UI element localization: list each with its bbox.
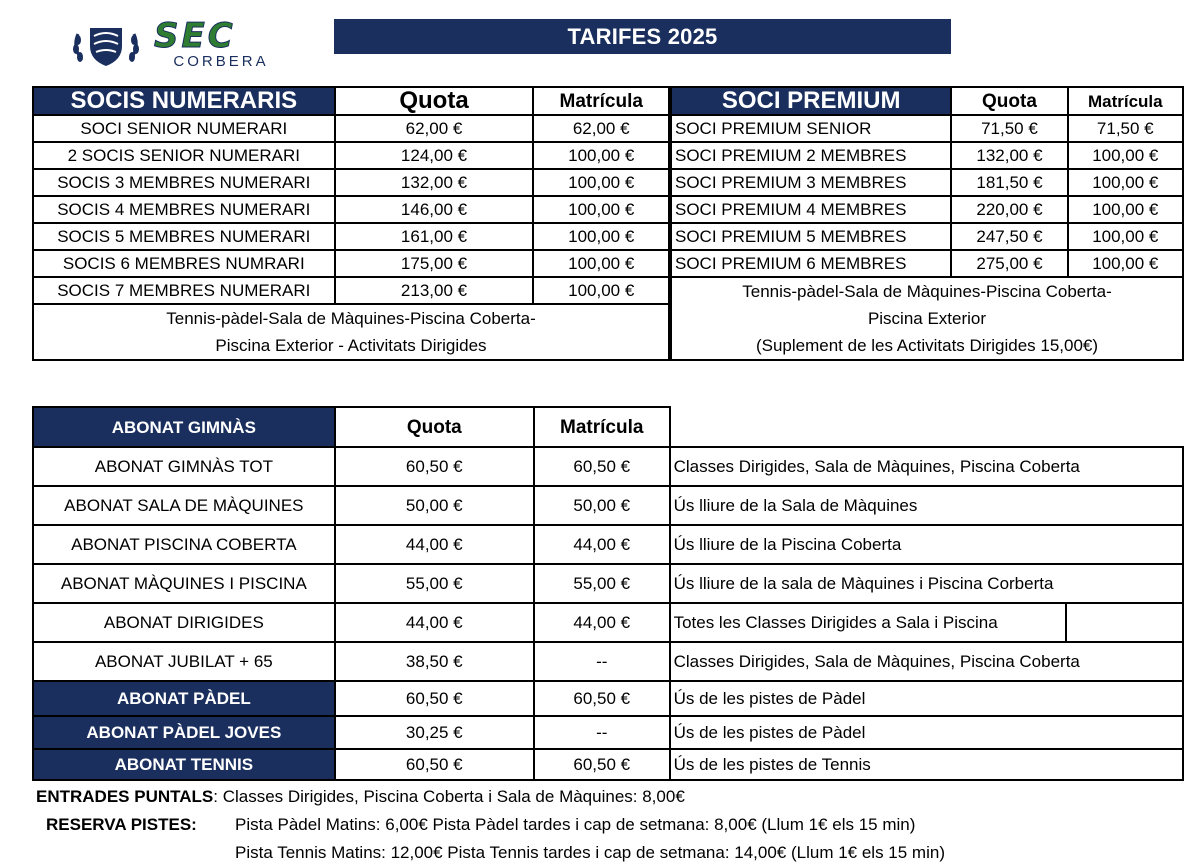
row-quota: 44,00 € <box>335 525 534 564</box>
row-matricula: 100,00 € <box>1068 196 1183 223</box>
table-row <box>33 564 1183 603</box>
table-row <box>33 142 669 169</box>
reserva-line: Pista Tennis Matins: 12,00€ Pista Tennis tardes i cap de setmana: 14,00€ (Llum 1€ els 15 min) <box>235 843 945 862</box>
row-matricula: 100,00 € <box>533 223 669 250</box>
header-cell: Quota <box>335 407 534 447</box>
table-row <box>671 223 1183 250</box>
row-quota: 132,00 € <box>335 169 534 196</box>
header-cell: Quota <box>335 87 534 115</box>
table-row <box>671 169 1183 196</box>
row-quota: 220,00 € <box>951 196 1067 223</box>
header-cell: ABONAT GIMNÀS <box>33 407 335 447</box>
row-label: SOCIS 7 MEMBRES NUMERARI <box>33 277 335 304</box>
table-row <box>33 169 669 196</box>
row-matricula: 55,00 € <box>534 564 670 603</box>
row-quota: 161,00 € <box>335 223 534 250</box>
row-quota: 213,00 € <box>335 277 534 304</box>
row-quota: 146,00 € <box>335 196 534 223</box>
row-quota: 50,00 € <box>335 486 534 525</box>
table-header-row <box>671 87 1183 115</box>
header-cell: SOCI PREMIUM <box>671 87 951 115</box>
table-row <box>33 196 669 223</box>
page-title: TARIFES 2025 <box>334 19 951 54</box>
row-quota: 60,50 € <box>335 447 534 486</box>
row-label: ABONAT SALA DE MÀQUINES <box>33 486 335 525</box>
row-quota: 44,00 € <box>335 603 534 642</box>
table-row <box>33 277 669 304</box>
row-quota: 181,50 € <box>951 169 1067 196</box>
table-row <box>33 681 1183 716</box>
row-matricula: 100,00 € <box>1068 142 1183 169</box>
row-matricula: 100,00 € <box>533 250 669 277</box>
row-label: ABONAT MÀQUINES I PISCINA <box>33 564 335 603</box>
row-description: Ús de les pistes de Pàdel <box>670 716 1183 749</box>
row-label: ABONAT PÀDEL <box>33 681 335 716</box>
header-cell: Matrícula <box>534 407 670 447</box>
row-label: ABONAT PISCINA COBERTA <box>33 525 335 564</box>
row-label: SOCIS 6 MEMBRES NUMRARI <box>33 250 335 277</box>
row-quota: 71,50 € <box>951 115 1067 142</box>
row-label: SOCI PREMIUM 5 MEMBRES <box>671 223 951 250</box>
table-row <box>671 115 1183 142</box>
entrades-puntuals-line <box>36 787 685 807</box>
row-matricula: 100,00 € <box>1068 169 1183 196</box>
socis-numeraris-note <box>33 304 669 360</box>
table-row <box>33 716 1183 749</box>
row-description: Totes les Classes Dirigides a Sala i Piscina <box>670 603 1067 642</box>
note-line: Tennis-pàdel-Sala de Màquines-Piscina Coberta- <box>742 282 1112 301</box>
table-header-row <box>33 407 1183 447</box>
row-matricula: 50,00 € <box>534 486 670 525</box>
row-matricula: 71,50 € <box>1068 115 1183 142</box>
row-quota: 60,50 € <box>335 681 534 716</box>
row-matricula: 44,00 € <box>534 603 670 642</box>
row-matricula: 100,00 € <box>533 142 669 169</box>
row-description: Ús lliure de la Sala de Màquines <box>670 486 1183 525</box>
row-quota: 30,25 € <box>335 716 534 749</box>
row-matricula: 100,00 € <box>533 196 669 223</box>
table-row <box>33 447 1183 486</box>
header-cell: Matrícula <box>533 87 669 115</box>
soci-premium-table <box>670 86 1184 361</box>
abonats-table <box>32 406 1184 781</box>
row-quota: 275,00 € <box>951 250 1067 277</box>
row-description: Ús lliure de la Piscina Coberta <box>670 525 1183 564</box>
row-description: Ús de les pistes de Tennis <box>670 749 1183 780</box>
note-line: Piscina Exterior <box>867 309 987 328</box>
row-matricula: 100,00 € <box>1068 223 1183 250</box>
sec-logo <box>72 19 292 72</box>
empty-cell <box>1066 603 1183 642</box>
row-quota: 175,00 € <box>335 250 534 277</box>
note-line: Piscina Exterior - Activitats Dirigides <box>215 336 487 355</box>
table-row <box>33 642 1183 681</box>
row-matricula: 60,50 € <box>534 681 670 716</box>
table-row <box>33 486 1183 525</box>
table-row <box>33 250 669 277</box>
row-description: Ús lliure de la sala de Màquines i Piscina Corberta <box>670 564 1183 603</box>
row-label: ABONAT DIRIGIDES <box>33 603 335 642</box>
header-cell: Matrícula <box>1068 87 1183 115</box>
row-label: ABONAT JUBILAT + 65 <box>33 642 335 681</box>
socis-numeraris-table <box>32 86 670 361</box>
row-label: SOCI PREMIUM SENIOR <box>671 115 951 142</box>
row-matricula: 100,00 € <box>1068 250 1183 277</box>
row-matricula: 100,00 € <box>533 277 669 304</box>
row-quota: 124,00 € <box>335 142 534 169</box>
table-row <box>33 749 1183 780</box>
brand-name: SEC <box>154 19 236 51</box>
row-label: SOCI PREMIUM 3 MEMBRES <box>671 169 951 196</box>
entrades-text: : Classes Dirigides, Piscina Coberta i Sala de Màquines: 8,00€ <box>213 787 685 806</box>
table-header-row <box>33 87 669 115</box>
table-row <box>33 223 669 250</box>
note-line: Tennis-pàdel-Sala de Màquines-Piscina Coberta- <box>166 309 536 328</box>
table-row <box>33 115 669 142</box>
row-matricula: 100,00 € <box>533 169 669 196</box>
empty-cell <box>670 407 1183 447</box>
brand-location: CORBERA <box>173 53 269 70</box>
row-description: Classes Dirigides, Sala de Màquines, Piscina Coberta <box>670 447 1183 486</box>
row-description: Classes Dirigides, Sala de Màquines, Piscina Coberta <box>670 642 1183 681</box>
row-quota: 38,50 € <box>335 642 534 681</box>
row-label: SOCIS 3 MEMBRES NUMERARI <box>33 169 335 196</box>
reserva-label: RESERVA PISTES: <box>46 815 197 834</box>
row-matricula: 60,50 € <box>534 749 670 780</box>
note-line: (Suplement de les Activitats Dirigides 15,00€) <box>755 336 1099 355</box>
row-quota: 132,00 € <box>951 142 1067 169</box>
row-label: SOCI PREMIUM 2 MEMBRES <box>671 142 951 169</box>
table-row <box>33 525 1183 564</box>
header-cell: SOCIS NUMERARIS <box>33 87 335 115</box>
row-matricula: -- <box>534 716 670 749</box>
reserva-line: Pista Pàdel Matins: 6,00€ Pista Pàdel tardes i cap de setmana: 8,00€ (Llum 1€ els 15 min) <box>235 815 916 834</box>
table-row <box>33 603 1183 642</box>
table-row <box>671 196 1183 223</box>
entrades-label: ENTRADES PUNTALS <box>36 787 214 806</box>
row-quota: 62,00 € <box>335 115 534 142</box>
row-label: SOCIS 5 MEMBRES NUMERARI <box>33 223 335 250</box>
row-label: SOCI SENIOR NUMERARI <box>33 115 335 142</box>
row-description: Ús de les pistes de Pàdel <box>670 681 1183 716</box>
note-row <box>33 304 669 360</box>
row-quota: 247,50 € <box>951 223 1067 250</box>
table-row <box>671 142 1183 169</box>
row-matricula: 44,00 € <box>534 525 670 564</box>
row-label: ABONAT TENNIS <box>33 749 335 780</box>
row-matricula: -- <box>534 642 670 681</box>
row-label: 2 SOCIS SENIOR NUMERARI <box>33 142 335 169</box>
row-matricula: 60,50 € <box>534 447 670 486</box>
row-matricula: 62,00 € <box>533 115 669 142</box>
row-label: ABONAT PÀDEL JOVES <box>33 716 335 749</box>
soci-premium-note <box>671 277 1183 360</box>
row-label: ABONAT GIMNÀS TOT <box>33 447 335 486</box>
row-quota: 55,00 € <box>335 564 534 603</box>
row-label: SOCI PREMIUM 4 MEMBRES <box>671 196 951 223</box>
table-row <box>671 250 1183 277</box>
row-label: SOCIS 4 MEMBRES NUMERARI <box>33 196 335 223</box>
row-quota: 60,50 € <box>335 749 534 780</box>
row-label: SOCI PREMIUM 6 MEMBRES <box>671 250 951 277</box>
note-row <box>671 277 1183 360</box>
header-cell: Quota <box>951 87 1067 115</box>
